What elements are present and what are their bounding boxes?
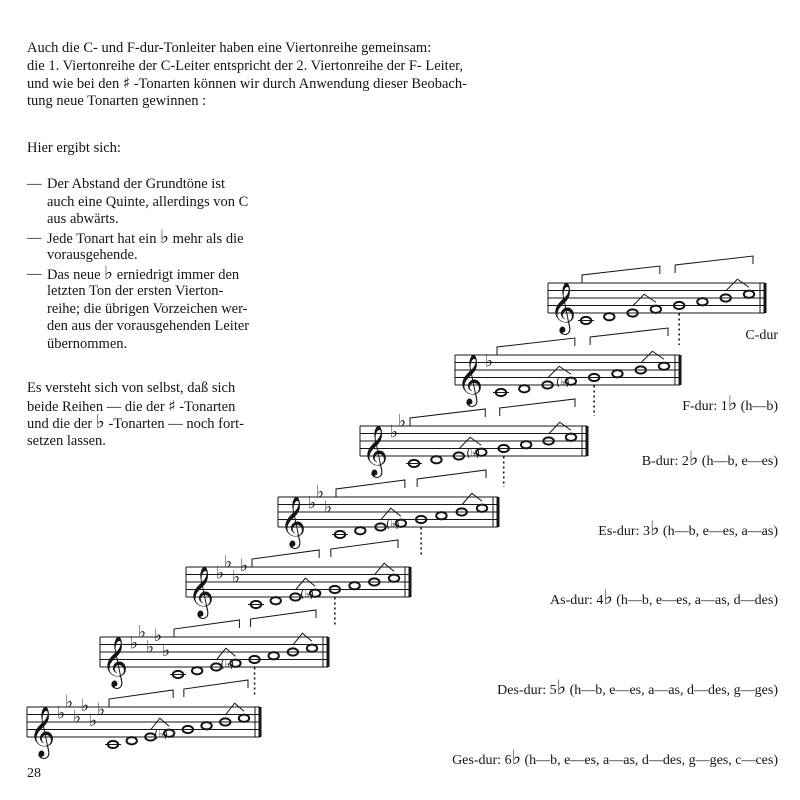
key-flat-icon: ♭ (73, 707, 82, 728)
whole-note (744, 291, 754, 298)
flat-icon: ♭ (104, 261, 114, 284)
list-item: — Jede Tonart hat ein ♭ mehr als die vorausgehende. (27, 225, 244, 263)
tetrachord-bracket (109, 690, 173, 707)
bracketed-flat-icon: (♭) (220, 657, 235, 671)
flat-icon: ♭ (688, 446, 699, 470)
key-flat-icon: ♭ (146, 637, 155, 658)
whole-note (659, 363, 669, 370)
treble-clef-icon: 𝄞 (457, 354, 484, 405)
bracketed-flat-icon: (♭) (555, 375, 570, 389)
section-heading: Hier ergibt sich: (27, 140, 121, 156)
whole-note (355, 527, 365, 534)
scale-label: F-dur: 1♭ (h—b) (682, 391, 778, 415)
whole-note (269, 652, 279, 659)
key-flat-icon: ♭ (130, 633, 139, 654)
treble-clef-icon: 𝄞 (362, 425, 389, 476)
whole-note (192, 667, 202, 674)
key-flat-icon: ♭ (232, 567, 241, 588)
whole-note (651, 306, 661, 313)
list-item: — Der Abstand der Grundtöne ist auch eine Quinte, allerdings von C aus abwärts. (27, 176, 249, 227)
tetrachord-bracket (252, 550, 319, 567)
intro-line: Auch die C- und F-dur-Tonleiter haben eine Viertonreihe gemeinsam: (27, 40, 432, 56)
bracketed-flat-icon: (♭) (466, 446, 481, 460)
semitone-caret (549, 422, 571, 434)
whole-note (201, 722, 211, 729)
key-flat-icon: ♭ (216, 563, 225, 584)
key-flat-icon: ♭ (89, 711, 98, 731)
bracketed-flat-icon: (♭) (300, 587, 314, 601)
treble-clef-icon: 𝄞 (280, 496, 307, 547)
whole-note (271, 597, 281, 604)
key-flat-icon: ♭ (224, 552, 233, 573)
tetrachord-bracket (497, 338, 575, 355)
semitone-caret (462, 493, 482, 505)
key-flat-icon: ♭ (81, 696, 90, 716)
tetrachord-bracket (590, 328, 668, 345)
flat-icon: ♭ (727, 391, 738, 415)
tetrachord-bracket (417, 470, 486, 487)
whole-note (697, 298, 707, 305)
key-flat-icon: ♭ (240, 556, 249, 576)
flat-icon: ♭ (95, 411, 105, 433)
scale-label: Ges-dur: 6♭ (h—b, e—es, a—as, d—des, g—ges, c—ces) (452, 745, 778, 769)
bracketed-flat-icon: (♭) (154, 727, 168, 741)
key-flat-icon: ♭ (316, 482, 325, 503)
treble-clef-icon: 𝄞 (102, 636, 129, 687)
whole-note (431, 456, 441, 463)
list-item: — Das neue ♭ erniedrigt immer den letzten Ton der ersten Vierton- reihe; die übrigen Vorzeichen wer- den aus der vorausgehenden Leiter übernommen. (27, 261, 250, 352)
whole-note (127, 737, 137, 744)
scale-label: B-dur: 2♭ (h—b, e—es) (641, 446, 778, 470)
key-flat-icon: ♭ (308, 493, 317, 514)
tetrachord-bracket (500, 399, 575, 416)
key-flat-icon: ♭ (65, 692, 74, 713)
key-flat-icon: ♭ (398, 411, 407, 432)
whole-note (519, 385, 529, 392)
tetrachord-bracket (410, 409, 485, 426)
sharp-icon: ♯ (168, 396, 176, 415)
key-flat-icon: ♭ (485, 351, 494, 372)
page-number: 28 (27, 766, 41, 781)
tetrachord-bracket (251, 610, 316, 627)
key-flat-icon: ♭ (97, 699, 106, 720)
semitone-caret (633, 294, 656, 306)
intro-line: die 1. Viertonreihe der C-Leiter entspricht der 2. Viertonreihe der F- Leiter, (27, 57, 464, 74)
intro-line: tung neue Tonarten gewinnen : (27, 92, 207, 109)
semitone-caret (293, 633, 312, 645)
tetrachord-bracket (675, 256, 753, 273)
key-flat-icon: ♭ (138, 622, 147, 643)
scale-label: Es-dur: 3♭ (h—b, e—es, a—as) (598, 516, 778, 540)
sharp-icon: ♯ (122, 74, 131, 92)
flat-icon: ♭ (511, 745, 521, 769)
whole-note (612, 370, 622, 377)
treble-clef-icon: 𝄞 (29, 706, 56, 757)
semitone-caret (726, 279, 749, 291)
treble-clef-icon: 𝄞 (550, 282, 577, 333)
flat-icon: ♭ (649, 516, 660, 540)
flat-icon: ♭ (603, 585, 613, 609)
key-flat-icon: ♭ (324, 497, 333, 518)
tetrachord-bracket (582, 266, 660, 283)
treble-clef-icon: 𝄞 (188, 566, 215, 617)
tetrachord-bracket (184, 680, 248, 697)
whole-note (521, 441, 531, 448)
scale-label: As-dur: 4♭ (h—b, e—es, a—as, d—des) (550, 585, 778, 609)
whole-note (566, 434, 576, 441)
scale-label: C-dur (745, 328, 778, 343)
bracketed-flat-icon: (♭) (385, 517, 400, 531)
whole-note (389, 575, 399, 582)
scale-label: Des-dur: 5♭ (h—b, e—es, a—as, d—des, g—ges) (497, 675, 778, 699)
flat-icon: ♭ (556, 675, 567, 699)
semitone-caret (374, 563, 394, 575)
tetrachord-bracket (331, 540, 398, 557)
tetrachord-bracket (336, 480, 405, 497)
key-flat-icon: ♭ (390, 422, 399, 443)
whole-note (239, 715, 249, 722)
intro-line: und wie bei den ♯ -Tonarten können wir durch Anwendung dieser Beobach- (27, 74, 467, 92)
flat-icon: ♭ (160, 225, 170, 248)
whole-note (604, 313, 614, 320)
closing-paragraph: Es versteht sich von selbst, daß sich beide Reihen — die der ♯ -Tonarten und die der ♭ -Tonarten — noch fort- setzen lassen. (27, 380, 244, 449)
tetrachord-bracket (174, 620, 239, 637)
whole-note (477, 505, 487, 512)
key-flat-icon: ♭ (162, 641, 171, 661)
whole-note (307, 645, 317, 652)
whole-note (436, 512, 446, 519)
key-flat-icon: ♭ (154, 626, 163, 646)
semitone-caret (641, 351, 664, 363)
semitone-caret (225, 703, 244, 715)
whole-note (349, 582, 359, 589)
key-flat-icon: ♭ (57, 703, 66, 724)
